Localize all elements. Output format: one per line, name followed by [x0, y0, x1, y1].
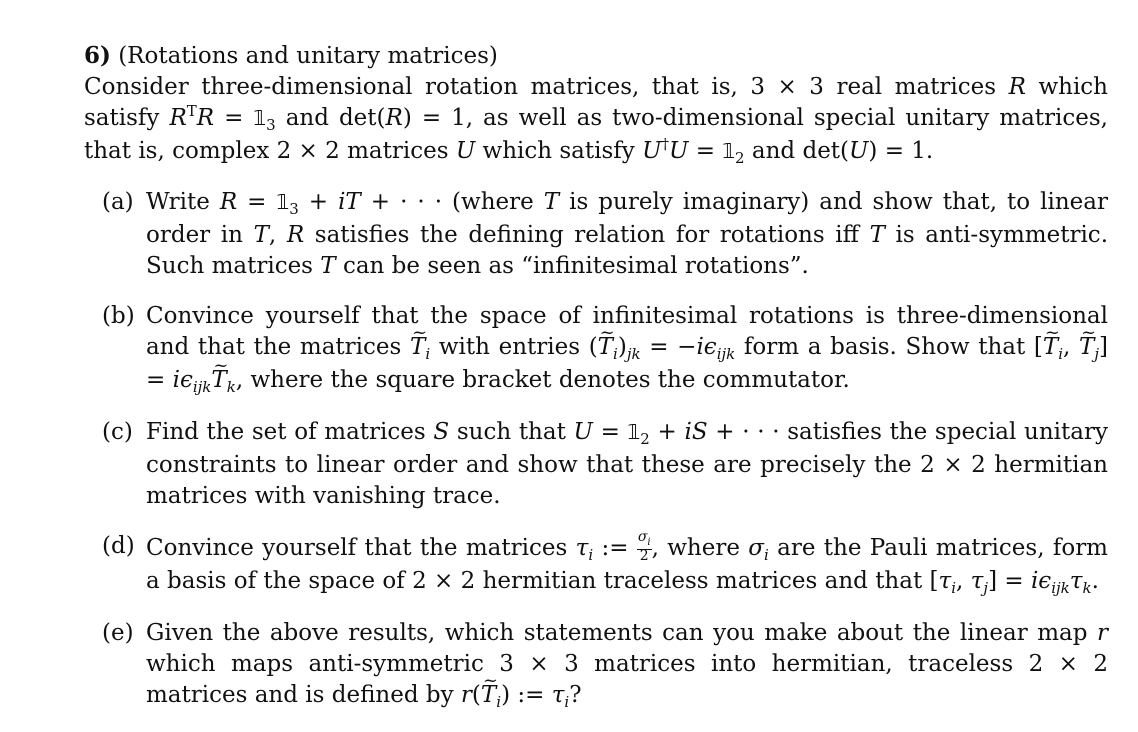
part-d: (d) Convince yourself that the matrices $\tau_i$ := $\frac{\sigma_i}{2}$ , where $\sigma_i$ are the Pauli matrices, form a basis of the space of 2 × 2 hermitian traceless matrices and that [$\tau_i$, $\tau_j] = i\epsilon_{ijk}\tau_k$.	[102, 529, 1108, 597]
part-label: (b)	[102, 303, 135, 329]
problem-number: 6)	[84, 42, 111, 69]
problem-sheet	[84, 40, 1108, 732]
problem-heading	[84, 40, 1108, 72]
part-b: (b) Convince yourself that the space of infinitesimal rotations is three-dimensional and that the matrices ~ $T_i$ with entries (~ $T_i)_{jk} = -i\epsilon_{ijk}$ form a basis. Show that [~ $T_i$, ~ $T_j$] = $i\epsilon_{ijk}\sim$ $T_k$, where the square bracket denotes the commutator.	[84, 301, 1108, 398]
part-label: (d)	[102, 533, 135, 559]
problem-intro: Consider three-dimensional rotation matrices, that is, 3 × 3 real matrices R which satisfy $R^TR$ = $𝟙_3$ and det(R) = 1, as well as two-dimensional special unitary matrices, that is, complex 2 × 2 matrices U which satisfy $U^\dagger U = 𝟙_2$ and det(U) = 1.	[84, 74, 1108, 167]
problem-title: (Rotations and unitary matrices)	[118, 43, 498, 69]
part-label: (e)	[102, 619, 134, 646]
part-e: (e) Given the above results, which statements can you make about the linear map r which maps anti-symmetric 3 × 3 matrices into hermitian, traceless 2 × 2 matrices and is defined by r(~ $T_i$) := $\tau_i$?	[84, 618, 1108, 713]
part-a: (a) Write $R = 𝟙_3$ + iT + · · · (where T is purely imaginary) and show that, to linear order in T, R satisfies the defining relation for rotations iff T is anti-symmetric. Such matrices T can be seen as “infinitesimal rotations”.	[102, 189, 1109, 279]
part-label: (c)	[102, 419, 133, 445]
part-label: (a)	[102, 189, 134, 215]
parts-list	[84, 187, 1108, 713]
part-c: (c) Find the set of matrices S such that $U = 𝟙_2$ + iS + · · · satisfies the special unitary constraints to linear order and show that these are precisely the 2 × 2 hermitian matrices with vanishing trace.	[102, 419, 1108, 509]
